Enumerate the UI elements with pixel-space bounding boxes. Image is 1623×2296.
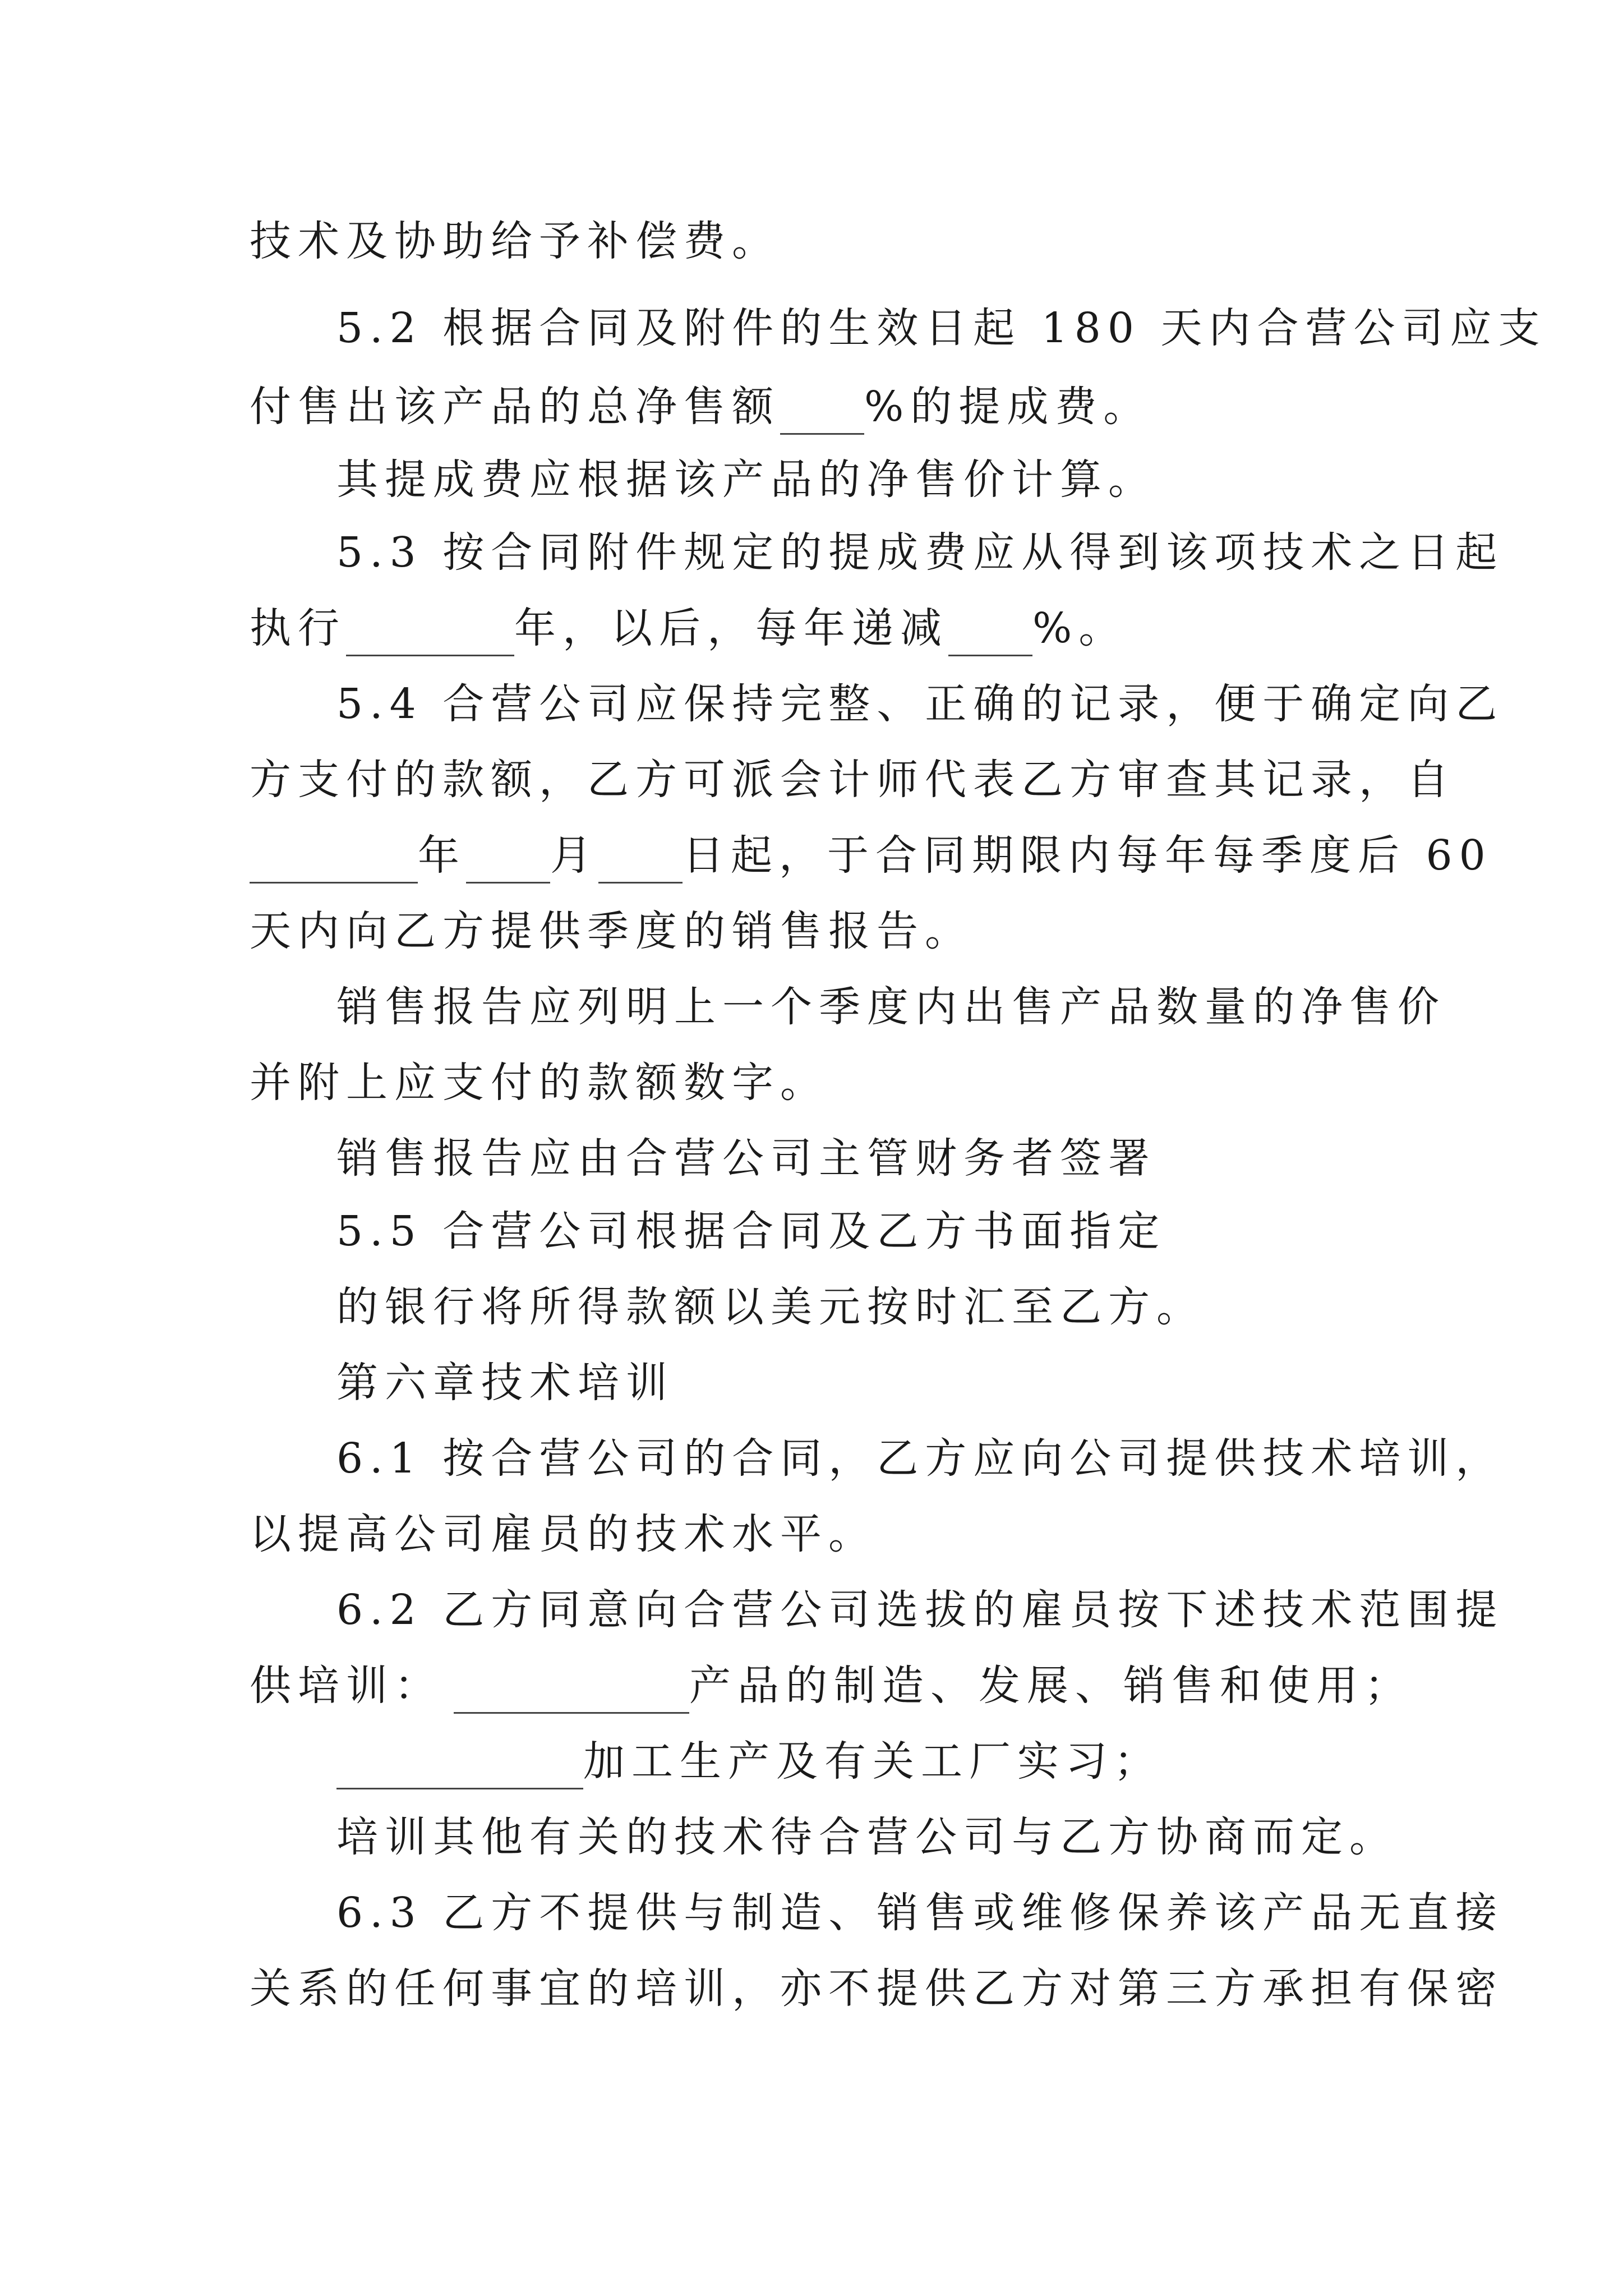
text-line: 销售报告应由合营公司主管财务者签署	[336, 1134, 1156, 1182]
fill-in-blank[interactable]	[346, 613, 514, 656]
text-line: 销售报告应列明上一个季度内出售产品数量的净售价	[336, 983, 1446, 1031]
text-line: 培训其他有关的技术待合营公司与乙方协商而定。	[336, 1813, 1398, 1861]
text-line: 并附上应支付的款额数字。	[250, 1059, 828, 1107]
text-line: 5.2 根据合同及附件的生效日起 180 天内合营公司应支	[336, 304, 1547, 352]
text-line: 其提成费应根据该产品的净售价计算。	[336, 455, 1156, 504]
text-line: 方支付的款额，乙方可派会计师代表乙方审查其记录，自	[250, 756, 1455, 804]
fill-in-blank[interactable]	[780, 392, 864, 435]
text-line: 以提高公司雇员的技术水平。	[250, 1510, 877, 1558]
fill-in-blank[interactable]	[454, 1671, 689, 1714]
text-line: 6.1 按合营公司的合同，乙方应向公司提供技术培训，	[336, 1434, 1504, 1483]
text-line: 5.4 合营公司应保持完整、正确的记录，便于确定向乙	[336, 680, 1504, 728]
fill-in-blank[interactable]	[250, 840, 418, 884]
fill-in-blank[interactable]	[598, 840, 683, 884]
text-line: 执行 年，以后，每年递减 %。	[250, 600, 1127, 656]
text-line: 的银行将所得款额以美元按时汇至乙方。	[336, 1283, 1205, 1331]
text-line: 年 月 日起，于合同期限内每年每季度后 60	[250, 827, 1492, 884]
text-line: 6.3 乙方不提供与制造、销售或维修保养该产品无直接	[336, 1889, 1504, 1937]
text-line: 天内向乙方提供季度的销售报告。	[250, 907, 973, 955]
text-line: 技术及协助给予补偿费。	[250, 217, 780, 265]
fill-in-blank[interactable]	[948, 613, 1032, 656]
text-line: 5.3 按合同附件规定的提成费应从得到该项技术之日起	[336, 528, 1504, 577]
text-line: 加工生产及有关工厂实习；	[336, 1733, 1162, 1789]
fill-in-blank[interactable]	[336, 1746, 583, 1789]
text-line: 供培训： 产品的制造、发展、销售和使用；	[250, 1658, 1413, 1714]
text-line: 关系的任何事宜的培训，亦不提供乙方对第三方承担有保密	[250, 1964, 1504, 2013]
text-line: 付售出该产品的总净售额 %的提成费。	[250, 379, 1151, 435]
section-heading: 第六章技术培训	[336, 1359, 674, 1407]
text-line: 6.2 乙方同意向合营公司选拔的雇员按下述技术范围提	[336, 1586, 1504, 1634]
text-line: 5.5 合营公司根据合同及乙方书面指定	[336, 1207, 1166, 1255]
fill-in-blank[interactable]	[466, 840, 550, 884]
